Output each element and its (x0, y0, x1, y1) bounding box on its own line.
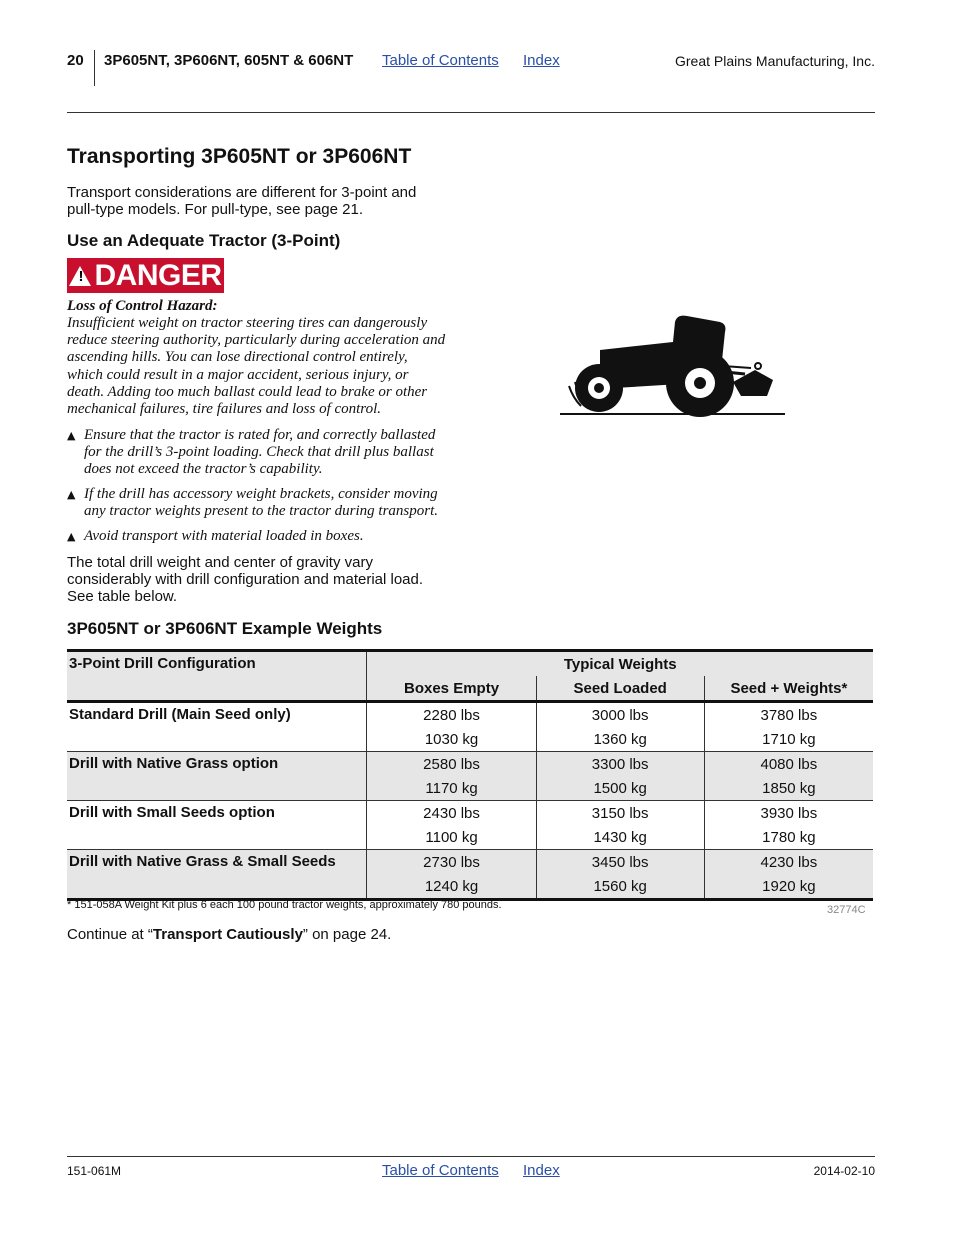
cell-lbs: 3300 lbs (536, 752, 704, 777)
cell-kg: 1850 kg (704, 776, 873, 801)
table-row (67, 702, 873, 728)
bullet-triangle-icon: ▲ (67, 530, 76, 543)
hazard-bullet: ▲ If the drill has accessory weight brackets, consider moving any tractor weights present to the tractor during transport. (67, 486, 439, 520)
header-toc-link[interactable]: Table of Contents (382, 52, 499, 69)
hazard-bullet: ▲ Avoid transport with material loaded in boxes. (67, 528, 364, 544)
row-config: Drill with Native Grass option (67, 752, 367, 801)
tractor-ballast-illustration (555, 310, 790, 420)
hazard-title: Loss of Control Hazard: (67, 298, 218, 314)
cell-kg: 1030 kg (367, 727, 536, 752)
company-name: Great Plains Manufacturing, Inc. (675, 53, 875, 69)
cell-lbs: 2280 lbs (367, 702, 536, 728)
cell-kg: 1430 kg (536, 825, 704, 850)
section-title: Transporting 3P605NT or 3P606NT (67, 145, 412, 168)
cell-kg: 1560 kg (536, 874, 704, 900)
cell-lbs: 2580 lbs (367, 752, 536, 777)
footer-index-link[interactable]: Index (523, 1162, 560, 1179)
header-divider (94, 50, 95, 86)
hazard-description: Insufficient weight on tractor steering tires can dangerously reduce steering authority, particularly during acceleration and ascending hills. You can lose directional control entirely, which could result in a major accident, serious injury, or death. Adding too much ballast could lead to brake or other mechanical failures, tire failures and loss of control. (67, 315, 446, 418)
col-config-header: 3-Point Drill Configuration (67, 651, 367, 702)
cell-lbs: 3930 lbs (704, 801, 873, 826)
bullet-triangle-icon: ▲ (67, 429, 76, 442)
manual-title: 3P605NT, 3P606NT, 605NT & 606NT (104, 52, 354, 69)
cell-lbs: 2430 lbs (367, 801, 536, 826)
table-row (67, 752, 873, 777)
row-config: Drill with Native Grass & Small Seeds (67, 850, 367, 900)
cell-kg: 1500 kg (536, 776, 704, 801)
cell-lbs: 3000 lbs (536, 702, 704, 728)
table-footnote: * 151-058A Weight Kit plus 6 each 100 pound tractor weights, approximately 780 pounds. (67, 899, 502, 911)
cell-kg: 1100 kg (367, 825, 536, 850)
table-header-row (67, 651, 873, 677)
cell-kg: 1920 kg (704, 874, 873, 900)
col-seed-weights: Seed + Weights* (704, 676, 873, 702)
weights-table (67, 649, 873, 901)
cell-lbs: 3150 lbs (536, 801, 704, 826)
figure-id: 32774C (827, 904, 866, 916)
row-config: Drill with Small Seeds option (67, 801, 367, 850)
document-date: 2014-02-10 (813, 1164, 875, 1178)
header-rule (67, 112, 875, 113)
danger-triangle-icon: ! (69, 266, 91, 286)
table-row (67, 850, 873, 875)
cell-kg: 1360 kg (536, 727, 704, 752)
footer-toc-link[interactable]: Table of Contents (382, 1162, 499, 1179)
cell-lbs: 2730 lbs (367, 850, 536, 875)
col-seed-loaded: Seed Loaded (536, 676, 704, 702)
cell-lbs: 4080 lbs (704, 752, 873, 777)
page-number: 20 (67, 52, 84, 69)
cell-lbs: 4230 lbs (704, 850, 873, 875)
row-config: Standard Drill (Main Seed only) (69, 706, 291, 723)
subheading-tractor: Use an Adequate Tractor (3-Point) (67, 231, 341, 250)
weight-paragraph: The total drill weight and center of gravity vary considerably with drill configuration and material load. See table below. (67, 554, 424, 605)
intro-text: Transport considerations are different for 3-point and pull-type models. For pull-type, see page 21. (67, 184, 417, 218)
table-row (67, 801, 873, 826)
table-title: 3P605NT or 3P606NT Example Weights (67, 619, 383, 638)
continue-text: Continue at “Transport Cautiously” on page 24. (67, 926, 392, 943)
cell-kg: 1240 kg (367, 874, 536, 900)
cell-kg: 1780 kg (704, 825, 873, 850)
cell-lbs: 3780 lbs (704, 702, 873, 728)
continue-link[interactable]: Transport Cautiously (152, 926, 303, 943)
col-boxes-empty: Boxes Empty (367, 676, 536, 702)
hazard-bullet: ▲ Ensure that the tractor is rated for, and correctly ballasted for the drill’s 3-point loading. Check that drill plus ballast does not exceed the tractor’s capability. (67, 427, 436, 478)
cell-kg: 1710 kg (704, 727, 873, 752)
document-code: 151-061M (67, 1164, 122, 1178)
danger-label: ! DANGER (67, 258, 224, 293)
bullet-triangle-icon: ▲ (67, 488, 76, 501)
footer-rule (67, 1156, 875, 1157)
cell-lbs: 3450 lbs (536, 850, 704, 875)
cell-kg: 1170 kg (367, 776, 536, 801)
header-index-link[interactable]: Index (523, 52, 560, 69)
col-group-header: Typical Weights (367, 651, 873, 677)
